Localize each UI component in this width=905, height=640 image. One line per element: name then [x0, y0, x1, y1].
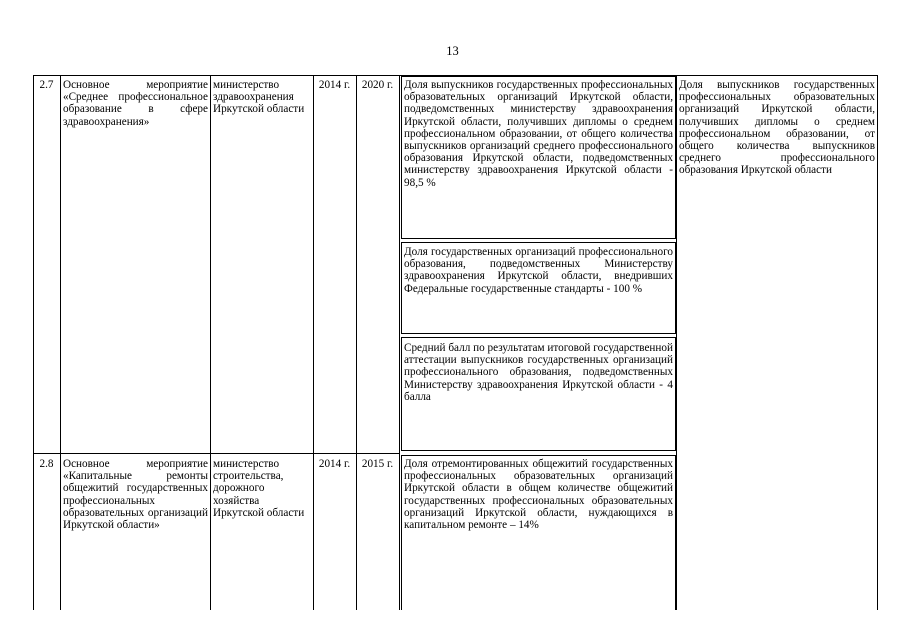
- row-number: 2.8: [39, 458, 54, 470]
- indicator-text: Доля государственных организаций профессионального образования, подведомственных Министерству здравоохранения Иркутской области, внедривших Федеральные государственные стандарты - 100 %: [404, 246, 673, 295]
- start-year: 2014 г.: [318, 458, 351, 470]
- row-divider: [33, 453, 400, 454]
- end-year: 2020 г.: [361, 79, 394, 91]
- page-number: 13: [446, 44, 459, 58]
- executor: министерство строительства, дорожного хозяйства Иркутской области: [213, 458, 305, 519]
- table-border-right: [877, 75, 878, 610]
- indicator-text: Доля отремонтированных общежитий государственных профессиональных образовательных организаций Иркутской области в общем количестве общежитий государственных профессиональных образовательных организаций Иркутской области, нуждающихся в капитальном ремонте – 14%: [404, 458, 673, 532]
- event-name: Основное мероприятие «Капитальные ремонты общежитий государственных профессиональных образовательных организаций Иркутской области»: [63, 458, 208, 532]
- start-year: 2014 г.: [318, 79, 351, 91]
- indicator-text: Доля выпускников государственных профессиональных образовательных организаций Иркутской области, подведомственных министерству здравоохранения Иркутской области, получивших дипломы о среднем профессиональном образовании, от общего количества выпускников организаций среднего профессионального образования Иркутской области, подведомственных министерству здравоохранения Иркутской области - 98,5 %: [404, 79, 673, 189]
- expected-result: Доля выпускников государственных профессиональных образовательных организаций Иркутской области, получивших дипломы о среднем профессиональном образовании, от общего количества выпускников среднего профессионального образования Иркутской области: [679, 79, 875, 177]
- executor: министерство здравоохранения Иркутской области: [213, 79, 305, 116]
- event-name: Основное мероприятие «Среднее профессиональное образование в сфере здравоохранения»: [63, 79, 208, 128]
- column-divider: [356, 75, 357, 610]
- column-divider: [210, 75, 211, 610]
- column-divider: [399, 75, 400, 610]
- indicator-text: Средний балл по результатам итоговой государственной аттестации выпускников государственных организаций профессионального образования, подведомственных Министерству здравоохранения Иркутской области - 4 балла: [404, 342, 673, 403]
- row-number: 2.7: [39, 79, 54, 91]
- column-divider: [676, 75, 677, 610]
- column-divider: [313, 75, 314, 610]
- column-divider: [60, 75, 61, 610]
- table-border-left: [33, 75, 34, 610]
- end-year: 2015 г.: [361, 458, 394, 470]
